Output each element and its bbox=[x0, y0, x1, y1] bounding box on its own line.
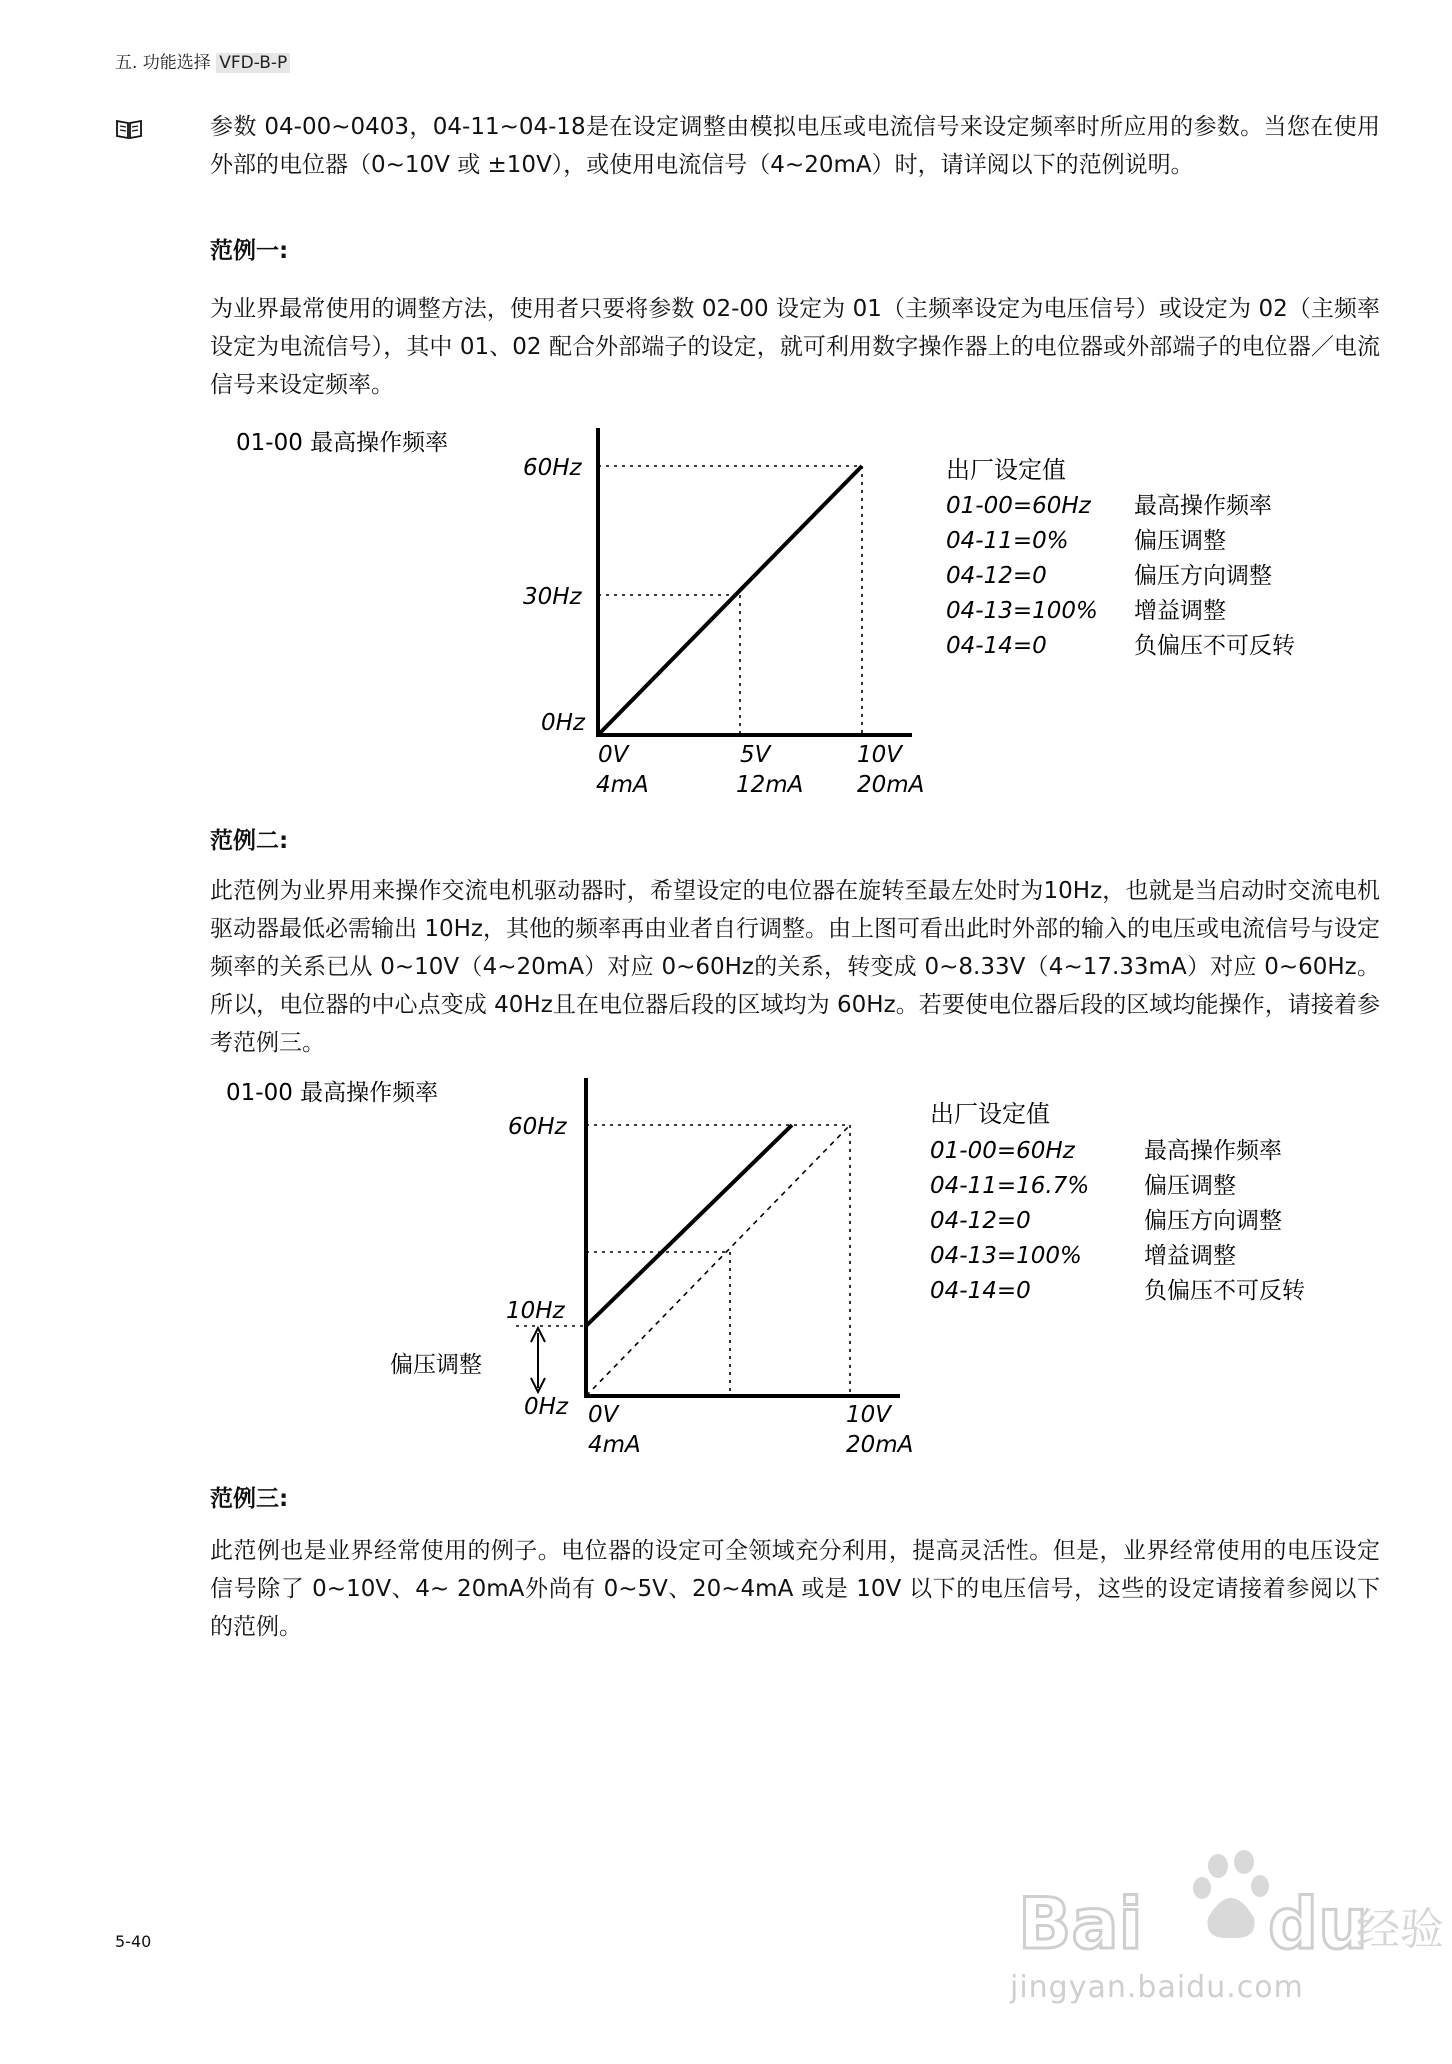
chart2-setting-desc: 增益调整 bbox=[1144, 1243, 1236, 1269]
example1-text: 为业界最常使用的调整方法，使用者只要将参数 02-00 设定为 01（主频率设定为电压信号）或设定为 02（主频率设定为电流信号），其中 01、02 配合外部端子的设定，就可利用数字操作器上的电位器或外部端子的电位器／电流信号来设定频率。 bbox=[210, 296, 1380, 398]
chart2-xtick-20ma: 20mA bbox=[846, 1432, 914, 1458]
chart1-xtick-20ma: 20mA bbox=[857, 772, 925, 798]
chart1-setting-param: 04-12=0 bbox=[946, 563, 1047, 589]
chart2-setting-desc: 偏压方向调整 bbox=[1144, 1208, 1282, 1234]
chart1-param-label: 01-00 最高操作频率 bbox=[236, 430, 449, 456]
chart2-line bbox=[586, 1125, 792, 1326]
chart2-setting-param: 04-11=16.7% bbox=[930, 1173, 1090, 1199]
chart1-setting-desc: 偏压方向调整 bbox=[1134, 563, 1272, 589]
chart1-setting-desc: 最高操作频率 bbox=[1134, 493, 1272, 519]
svg-text:经验: 经验 bbox=[1356, 1904, 1444, 1955]
chart1-setting-param: 01-00=60Hz bbox=[946, 493, 1091, 519]
header-section: 五. 功能选择 bbox=[115, 53, 211, 73]
chart1-xtick-5v: 5V bbox=[740, 742, 771, 768]
chart2-xtick-0v: 0V bbox=[588, 1402, 619, 1428]
book-icon bbox=[116, 118, 142, 144]
example3-text: 此范例也是业界经常使用的例子。电位器的设定可全领域充分利用，提高灵活性。但是，业界经常使用的电压设定信号除了 0~10V、4~ 20mA外尚有 0~5V、20~4mA 或是 10V 以下的电压信号，这些的设定请接着参阅以下的范例。 bbox=[210, 1538, 1380, 1640]
chart1-setting-param: 04-14=0 bbox=[946, 633, 1047, 659]
chart1-ytick-30: 30Hz bbox=[523, 584, 582, 610]
chart2-ytick-10: 10Hz bbox=[506, 1298, 565, 1324]
chart1-setting-param: 04-11=0% bbox=[946, 528, 1069, 554]
chart1-xtick-10v: 10V bbox=[857, 742, 903, 768]
chart2-xtick-4ma: 4mA bbox=[588, 1432, 641, 1458]
chart2-setting-desc: 负偏压不可反转 bbox=[1144, 1278, 1305, 1304]
chart1-setting-desc: 偏压调整 bbox=[1134, 528, 1226, 554]
example2-text: 此范例为业界用来操作交流电机驱动器时，希望设定的电位器在旋转至最左处时为10Hz，也就是当启动时交流电机驱动器最低必需输出 10Hz，其他的频率再由业者自行调整。由上图可看出此时外部的输入的电压或电流信号与设定频率的关系已从 0~10V（4~20mA）对应 0~60Hz的关系，转变成 0~8.33V（4~17.33mA）对应 0~60Hz。所以，电位器的中心点变成 40Hz且在电位器后段的区域均为 60Hz。若要使电位器后段的区域均能操作，请接着参考范例三。 bbox=[210, 878, 1380, 1056]
chart2-bias-label: 偏压调整 bbox=[390, 1352, 482, 1378]
chart2-setting-desc: 最高操作频率 bbox=[1144, 1138, 1282, 1164]
example2-title: 范例二: bbox=[210, 828, 289, 854]
chart2 bbox=[0, 1070, 1452, 1470]
chart1 bbox=[0, 420, 1452, 820]
chart1-settings-title: 出厂设定值 bbox=[946, 456, 1066, 484]
chart1-setting-desc: 负偏压不可反转 bbox=[1134, 633, 1295, 659]
chart2-setting-param: 04-14=0 bbox=[930, 1278, 1031, 1304]
chart2-xtick-10v: 10V bbox=[846, 1402, 892, 1428]
svg-text:Bai: Bai bbox=[1018, 1883, 1143, 1965]
chart2-ytick-60: 60Hz bbox=[508, 1114, 567, 1140]
page-number: 5-40 bbox=[115, 1932, 152, 1951]
chart1-xtick-12ma: 12mA bbox=[736, 772, 804, 798]
chart2-ytick-0: 0Hz bbox=[524, 1394, 569, 1420]
chart1-xtick-0v: 0V bbox=[598, 742, 629, 768]
chart2-original-line bbox=[586, 1125, 850, 1396]
chart1-setting-desc: 增益调整 bbox=[1134, 598, 1226, 624]
chart1-setting-param: 04-13=100% bbox=[946, 598, 1098, 624]
header-model: VFD-B-P bbox=[216, 53, 290, 73]
baidu-watermark-logo bbox=[1008, 1848, 1444, 1972]
chart1-ytick-60: 60Hz bbox=[523, 455, 582, 481]
example1-title: 范例一: bbox=[210, 238, 289, 264]
svg-text:du: du bbox=[1268, 1883, 1368, 1965]
chart2-setting-param: 04-12=0 bbox=[930, 1208, 1031, 1234]
chart1-ytick-0: 0Hz bbox=[541, 710, 586, 736]
chart2-setting-desc: 偏压调整 bbox=[1144, 1173, 1236, 1199]
intro-paragraph: 参数 04-00~0403，04-11~04-18是在设定调整由模拟电压或电流信号来设定频率时所应用的参数。当您在使用外部的电位器（0~10V 或 ±10V），或使用电流信号（4~20mA）时，请详阅以下的范例说明。 bbox=[210, 114, 1380, 178]
chart1-xtick-4ma: 4mA bbox=[596, 772, 649, 798]
chart2-setting-param: 04-13=100% bbox=[930, 1243, 1082, 1269]
watermark-url: jingyan.baidu.com bbox=[1010, 1970, 1304, 2005]
chart2-settings-title: 出厂设定值 bbox=[930, 1100, 1050, 1128]
chart2-setting-param: 01-00=60Hz bbox=[930, 1138, 1075, 1164]
chart2-param-label: 01-00 最高操作频率 bbox=[226, 1080, 439, 1106]
example3-title: 范例三: bbox=[210, 1486, 289, 1512]
chart1-line bbox=[598, 466, 862, 735]
page-header bbox=[115, 48, 290, 73]
